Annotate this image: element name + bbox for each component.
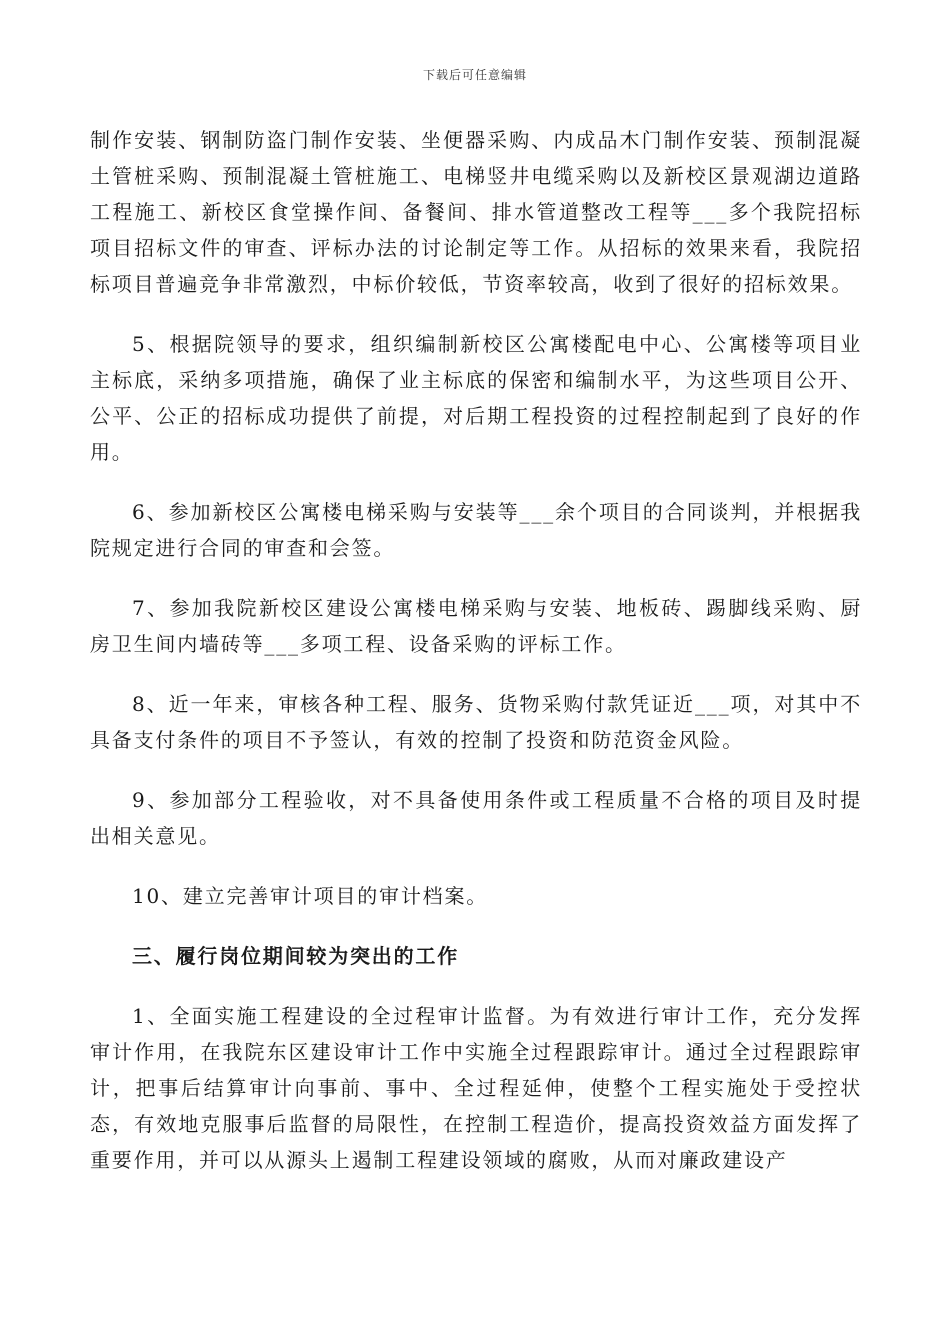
paragraph-item-6: 6、参加新校区公寓楼电梯采购与安装等___余个项目的合同谈判，并根据我院规定进行合同的审查和会签。 (90, 500, 862, 560)
document-body (90, 122, 862, 1202)
paragraph-item-8: 8、近一年来，审核各种工程、服务、货物采购付款凭证近___项，对其中不具备支付条件的项目不予签认，有效的控制了投资和防范资金风险。 (90, 692, 862, 752)
paragraph-item-10: 10、建立完善审计项目的审计档案。 (132, 884, 489, 908)
paragraph-item-9: 9、参加部分工程验收，对不具备使用条件或工程质量不合格的项目及时提出相关意见。 (90, 788, 862, 848)
paragraph-continuation: 制作安装、钢制防盗门制作安装、坐便器采购、内成品木门制作安装、预制混凝土管桩采购、预制混凝土管桩施工、电梯竖井电缆采购以及新校区景观湖边道路工程施工、新校区食堂操作间、备餐间、排水管道整改工程等___多个我院招标项目招标文件的审查、评标办法的讨论制定等工作。从招标的效果来看，我院招标项目普遍竞争非常激烈，中标价较低，节资率较高，收到了很好的招标效果。 (90, 128, 862, 296)
paragraph-section3-item-1: 1、全面实施工程建设的全过程审计监督。为有效进行审计工作，充分发挥审计作用，在我院东区建设审计工作中实施全过程跟踪审计。通过全过程跟踪审计，把事后结算审计向事前、事中、全过程延伸，使整个工程实施处于受控状态，有效地克服事后监督的局限性，在控制工程造价，提高投资效益方面发挥了重要作用，并可以从源头上遏制工程建设领域的腐败，从而对廉政建设产 (90, 1004, 862, 1172)
paragraph-item-7: 7、参加我院新校区建设公寓楼电梯采购与安装、地板砖、踢脚线采购、厨房卫生间内墙砖等___多项工程、设备采购的评标工作。 (90, 596, 862, 656)
page-header: 下载后可任意编辑 (422, 68, 527, 82)
section-heading: 三、履行岗位期间较为突出的工作 (132, 944, 459, 968)
paragraph-item-5: 5、根据院领导的要求，组织编制新校区公寓楼配电中心、公寓楼等项目业主标底，采纳多项措施，确保了业主标底的保密和编制水平，为这些项目公开、公平、公正的招标成功提供了前提，对后期工程投资的过程控制起到了良好的作用。 (90, 332, 862, 464)
